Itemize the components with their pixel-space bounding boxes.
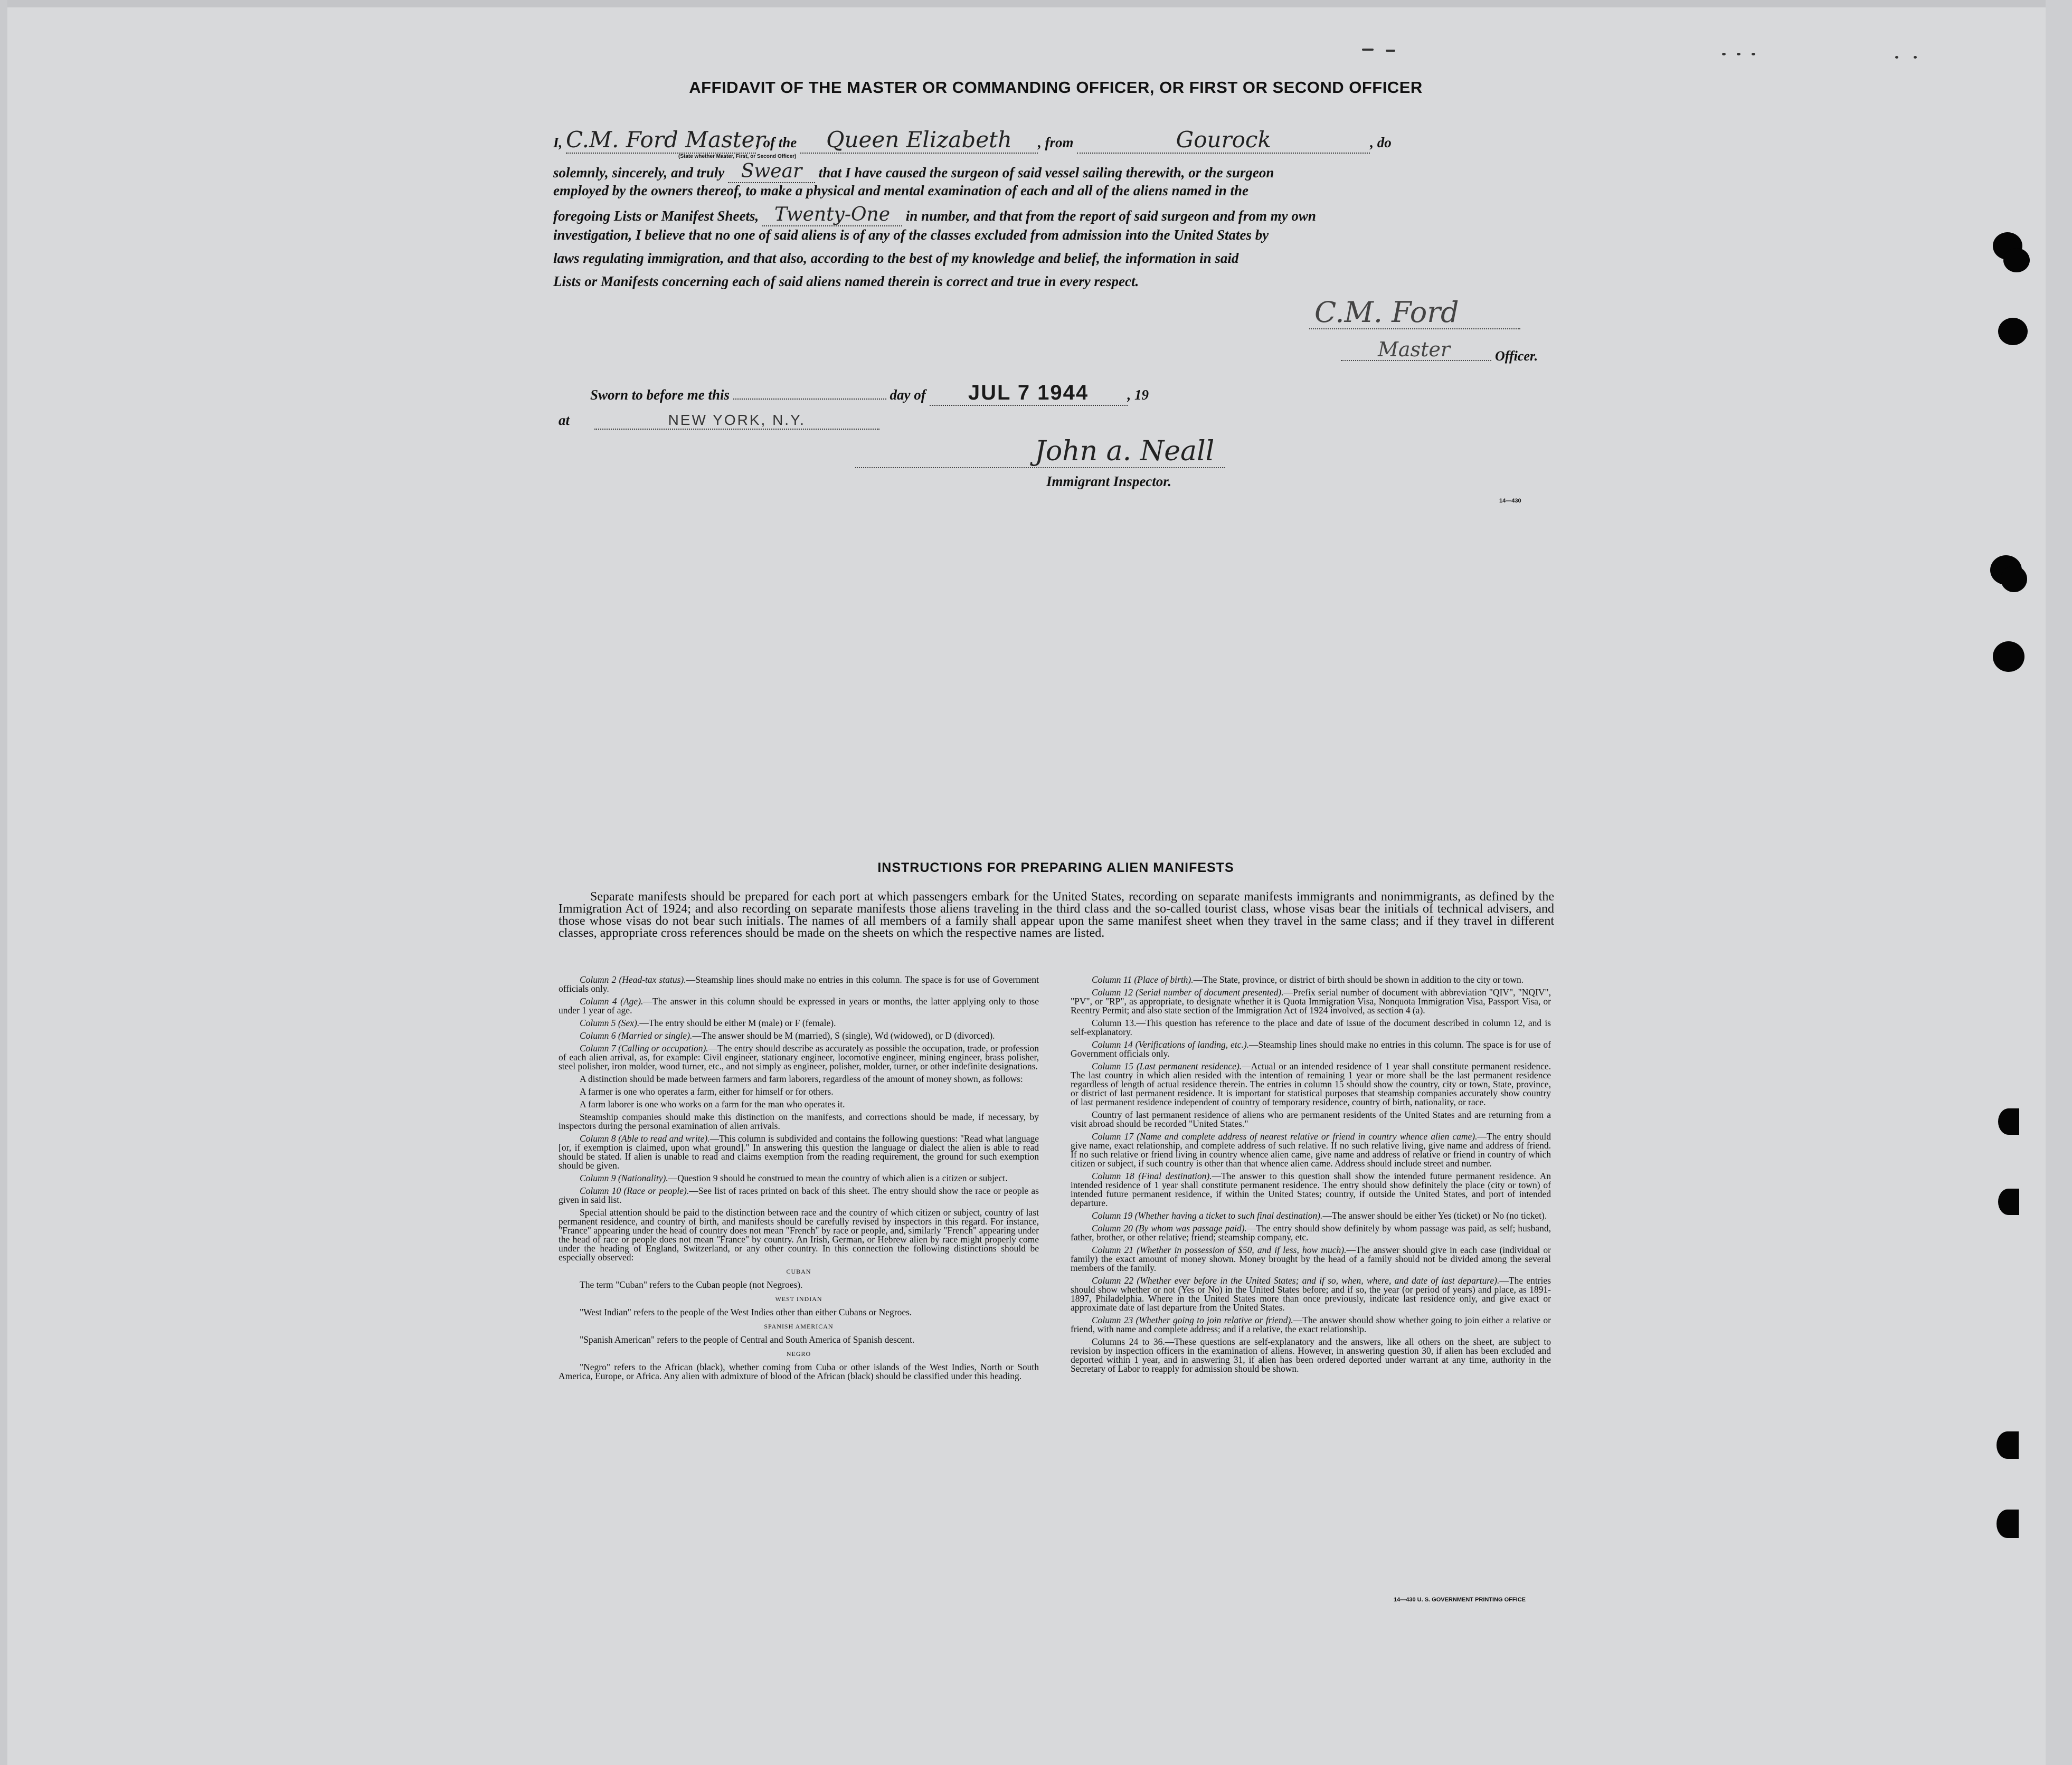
affidavit-of: , of the xyxy=(756,135,797,150)
officer-name: C.M. Ford Master xyxy=(566,127,765,153)
column-text: —Steamship lines should make no entries in this column. The space is for use of Government officials only. xyxy=(1071,1039,1551,1059)
printing-office-footer: 14—430 U. S. GOVERNMENT PRINTING OFFICE xyxy=(1394,1597,1526,1603)
punch-hole xyxy=(1993,641,2024,672)
affidavit-line-6: laws regulating immigration, and that also, according to the best of my knowledge and belief, the information in said xyxy=(553,250,1239,266)
print-speck xyxy=(1362,49,1374,51)
vessel-field xyxy=(800,127,1038,154)
print-speck xyxy=(1737,53,1740,55)
punch-hole xyxy=(1998,1189,2019,1215)
affidavit-line-3: employed by the owners thereof, to make a physical and mental examination of each and all of the aliens named in the xyxy=(553,183,1248,198)
heading-west-indian: WEST INDIAN xyxy=(775,1295,822,1303)
affidavit-i: I, xyxy=(553,135,563,150)
punch-hole xyxy=(1998,318,2028,345)
instructions-right-column xyxy=(1071,975,1551,1377)
column-text: —Actual or an intended residence of 1 year shall constitute permanent residence. The last country in which alien resided with the intention of remaining 1 year or more shall be the last permanent residence regardless of length of actual residence therein. The entries in column 15 should show the country, city or town, State, province, or district of last permanent residence. It is important for statistical purposes that steamship companies accurately show country of last permanent residence independent of country of temporary residence, country of birth, nationality, or race. xyxy=(1071,1061,1551,1107)
instruction-cuban: The term "Cuban" refers to the Cuban people (not Negroes). xyxy=(580,1279,803,1290)
punch-hole xyxy=(2001,566,2027,592)
sworn-line xyxy=(590,381,1149,406)
column-heading: Column 9 (Nationality). xyxy=(580,1173,668,1183)
column-text: —The entry should describe as accurately as possible the occupation, trade, or profession of each alien arrival, as, for example: Civil engineer, stationary engineer, locomotive engineer, mining engineer, brass polisher, steel polisher, iron molder, wood turner, etc., and not simply as engineer, polisher, molder, turner, or other indefinite designations. xyxy=(559,1043,1039,1071)
instruction-column-17 xyxy=(1071,1132,1551,1168)
column-heading: Column 23 (Whether going to join relative or friend). xyxy=(1092,1315,1293,1325)
form-number: 14—430 xyxy=(1499,498,1521,504)
punch-hole xyxy=(2003,248,2030,272)
instruction-farm-laborer: A farm laborer is one who works on a farm for the man who operates it. xyxy=(580,1099,845,1109)
oath-field xyxy=(728,160,815,183)
affidavit-text: foregoing Lists or Manifest Sheets, xyxy=(553,208,759,224)
instruction-farm: A distinction should be made between farmers and farm laborers, regardless of the amount of money shown, as follows: xyxy=(580,1074,1023,1084)
column-text: —The entry should give name, exact relationship, and complete address of such relative. If no such relative living, give name and address of friend. If no such relative or friend living in country whence alien came, give name and address of relative or friend in country of which citizen or subject, if such country is other than that whence alien came. Address should include street and number. xyxy=(1071,1131,1551,1169)
page-edge-top xyxy=(0,0,2072,7)
officer-name-field xyxy=(566,127,765,154)
punch-hole xyxy=(1997,1431,2019,1459)
instruction-column-13 xyxy=(1071,1019,1551,1037)
date-stamp: JUL 7 1944 xyxy=(968,381,1089,404)
column-heading: Column 14 (Verifications of landing, etc.). xyxy=(1092,1039,1250,1050)
officer-rank-note: (State whether Master, First, or Second Officer) xyxy=(678,154,797,159)
affidavit-text: solemnly, sincerely, and truly xyxy=(553,165,725,181)
print-speck xyxy=(1914,56,1917,59)
column-text: —This question has reference to the place and date of issue of the document described in column 12, and is self-explanatory. xyxy=(1071,1018,1551,1037)
affidavit-line-4 xyxy=(553,204,1316,226)
inspector-signature-line xyxy=(855,467,1225,468)
instruction-country-residence: Country of last permanent residence of aliens who are permanent residents of the United States and are returning from a visit abroad should be recorded "United States." xyxy=(1071,1109,1551,1129)
column-heading: Column 12 (Serial number of document presented). xyxy=(1092,987,1284,998)
print-speck xyxy=(1752,53,1755,55)
oath-word: Swear xyxy=(741,160,802,182)
instructions-title: INSTRUCTIONS FOR PREPARING ALIEN MANIFESTS xyxy=(877,860,1234,875)
sheet-count-field xyxy=(762,204,902,226)
port-name: Gourock xyxy=(1176,127,1271,153)
instruction-column-20 xyxy=(1071,1224,1551,1242)
column-heading: Column 13. xyxy=(1092,1018,1137,1028)
port-field xyxy=(1077,127,1370,154)
column-text: —See list of races printed on back of this sheet. The entry should show the race or people as given in said list. xyxy=(559,1185,1039,1205)
column-heading: Column 15 (Last permanent residence). xyxy=(1092,1061,1242,1071)
column-text: —The entries should show whether or not (Yes or No) in the United States before; and if so, the year (or period of years) and place, as 1891-1897, Philadelphia. Where in the United States more than once previously, indicate last residence only, and give exact or approximate date of last departure from the United States. xyxy=(1071,1275,1551,1313)
instruction-column-5 xyxy=(559,1019,1039,1028)
instruction-column-14 xyxy=(1071,1040,1551,1058)
column-heading: Column 19 (Whether having a ticket to such final destination). xyxy=(1092,1210,1323,1221)
affidavit-line-1 xyxy=(553,127,1392,154)
instruction-column-7 xyxy=(559,1044,1039,1071)
sworn-year: , 19 xyxy=(1127,387,1149,403)
column-text: —The answer should be M (married), S (single), Wd (widowed), or D (divorced). xyxy=(692,1030,995,1041)
instruction-spanish-american: "Spanish American" refers to the people of Central and South America of Spanish descent. xyxy=(580,1334,915,1345)
sworn-at: at xyxy=(559,412,570,428)
column-heading: Column 20 (By whom was passage paid). xyxy=(1092,1223,1247,1233)
place-stamp: NEW YORK, N.Y. xyxy=(668,412,806,428)
column-heading: Column 8 (Able to read and write). xyxy=(580,1133,710,1144)
column-text: —The answer should be either Yes (ticket) or No (no ticket). xyxy=(1322,1210,1547,1221)
master-rank-handwritten: Master xyxy=(1378,338,1450,361)
instruction-column-19 xyxy=(1071,1211,1551,1220)
master-signature: C.M. Ford xyxy=(1314,296,1459,329)
column-heading: Column 17 (Name and complete address of nearest relative or friend in country whence alien came). xyxy=(1092,1131,1478,1142)
print-speck xyxy=(1895,56,1898,59)
sworn-day-of: day of xyxy=(890,387,926,403)
column-heading: Column 22 (Whether ever before in the United States; and if so, when, where, and date of last departure). xyxy=(1092,1275,1500,1286)
column-text: —The entry should be either M (male) or F (female). xyxy=(639,1018,836,1028)
instruction-west-indian: "West Indian" refers to the people of the West Indies other than either Cubans or Negroes. xyxy=(580,1307,912,1317)
instruction-column-6 xyxy=(559,1031,1039,1040)
inspector-label: Immigrant Inspector. xyxy=(1046,473,1172,489)
heading-negro: NEGRO xyxy=(786,1350,811,1358)
affidavit-title: AFFIDAVIT OF THE MASTER OR COMMANDING OFFICER, OR FIRST OR SECOND OFFICER xyxy=(689,78,1423,97)
heading-cuban: CUBAN xyxy=(786,1268,811,1275)
instruction-negro: "Negro" refers to the African (black), whether coming from Cuba or other islands of the West Indies, North or South America, Europe, or Africa. Any alien with admixture of blood of the African (black) should be classified under this heading. xyxy=(559,1362,1039,1381)
column-heading: Column 10 (Race or people). xyxy=(580,1185,689,1196)
page-edge-right xyxy=(2046,0,2072,1765)
column-text: —Question 9 should be construed to mean the country of which alien is a citizen or subject. xyxy=(668,1173,1008,1183)
column-heading: Column 6 (Married or single). xyxy=(580,1030,693,1041)
instruction-column-2 xyxy=(559,975,1039,993)
instruction-column-12 xyxy=(1071,988,1551,1015)
column-text: —The answer should give in each case (individual or family) the exact amount of money shown. Money brought by the head of a family should not be divided among the several members of the family. xyxy=(1071,1245,1551,1273)
instructions-intro: Separate manifests should be prepared for each port at which passengers embark for the United States, recording on separate manifests immigrants and nonimmigrants, as defined by the Immigration Act of 1924; and also recording on separate manifests those aliens traveling in the third class and the so-called tourist class, whose visas bear the initials of technical advisers, and those whose visas do not bear such initials. The names of all members of a family shall appear upon the same manifest sheet when they travel in the same class; and if they travel in different classes, appropriate cross references should be made on the sheets on which the respective names are listed. xyxy=(559,890,1554,940)
instruction-columns-24-36: Columns 24 to 36.—These questions are self-explanatory and the answers, like all others on the sheet, are subject to revision by inspection officers in the examination of aliens. However, in answering question 30, if alien has been excluded and deported within 1 year, and in answering 31, if alien has been ordered deported under warrant at any time, authority in the Secretary of Labor to reapply for admission should be shown. xyxy=(1071,1336,1551,1374)
column-heading: Column 21 (Whether in possession of $50, and if less, how much). xyxy=(1092,1245,1347,1255)
affidavit-line-2 xyxy=(553,160,1274,183)
column-heading: Column 11 (Place of birth). xyxy=(1092,974,1194,985)
affidavit-text: that I have caused the surgeon of said vessel sailing therewith, or the surgeon xyxy=(818,165,1274,181)
instruction-column-11 xyxy=(1071,975,1551,984)
column-text: —The State, province, or district of birth should be shown in addition to the city or town. xyxy=(1193,974,1524,985)
column-heading: Column 18 (Final destination). xyxy=(1092,1171,1212,1181)
instruction-column-15 xyxy=(1071,1062,1551,1107)
column-heading: Column 5 (Sex). xyxy=(580,1018,640,1028)
instruction-column-22 xyxy=(1071,1276,1551,1312)
vessel-name: Queen Elizabeth xyxy=(826,127,1012,153)
instruction-farmer: A farmer is one who operates a farm, either for himself or for others. xyxy=(580,1086,834,1097)
instruction-column-18 xyxy=(1071,1172,1551,1208)
date-field xyxy=(930,381,1128,406)
sworn-at-line xyxy=(559,412,879,430)
affidavit-from: , from xyxy=(1038,135,1074,150)
column-heading: Column 2 (Head-tax status). xyxy=(580,974,686,985)
instructions-left-column xyxy=(559,975,1039,1384)
instruction-column-23 xyxy=(1071,1316,1551,1334)
sworn-text: Sworn to before me this xyxy=(590,387,730,403)
inspector-signature: John a. Neall xyxy=(1035,435,1215,467)
officer-label: Officer. xyxy=(1495,348,1538,364)
column-text: —The answer in this column should be expressed in years or months, the latter applying only to those under 1 year of age. xyxy=(559,996,1039,1016)
instruction-special: Special attention should be paid to the distinction between race and the country of which citizen or subject, country of last permanent residence, and country of birth, and manifests should be carefully revised by inspectors in this regard. For instance, "France" appearing under the head of country does not mean "French" by race or people, and, similarly "French" appearing under the head of race or people does not mean "France" by country. An Irish, German, or Hebrew alien by race might properly come under the heading of England, Switzerland, or any other country. In this connection the following distinctions should be especially observed: xyxy=(559,1207,1039,1263)
print-speck xyxy=(1722,53,1726,55)
affidavit-text: in number, and that from the report of said surgeon and from my own xyxy=(905,208,1316,224)
column-text: —The answer should show whether going to join either a relative or friend, with name and complete address; and if a relative, the exact relationship. xyxy=(1071,1315,1551,1334)
column-text: —The entry should show definitely by whom passage was paid, as self; husband, father, brother, or other relative; friend; steamship company, etc. xyxy=(1071,1223,1551,1242)
day-field xyxy=(733,398,886,400)
instruction-column-10 xyxy=(559,1187,1039,1204)
column-text: —Steamship lines should make no entries in this column. The space is for use of Government officials only. xyxy=(559,974,1039,994)
instruction-column-9 xyxy=(559,1174,1039,1183)
affidavit-line-7: Lists or Manifests concerning each of said aliens named therein is correct and true in every respect. xyxy=(553,273,1139,289)
column-text: —This column is subdivided and contains the following questions: "Read what language [or, if exemption is claimed, upon what ground]." In answering this question the language or dialect the alien is able to read should be stated. If alien is unable to read and claims exemption from the reading requirement, the ground for such exemption should be given. xyxy=(559,1133,1039,1171)
column-heading: Column 7 (Calling or occupation). xyxy=(580,1043,708,1054)
print-speck xyxy=(1386,50,1395,52)
affidavit-line-5: investigation, I believe that no one of said aliens is of any of the classes excluded from admission into the United States by xyxy=(553,227,1269,243)
punch-hole xyxy=(1998,1108,2019,1135)
instruction-column-21 xyxy=(1071,1246,1551,1273)
punch-hole xyxy=(1997,1510,2019,1538)
instruction-steamship: Steamship companies should make this distinction on the manifests, and corrections should be made, if necessary, by inspectors during the personal examination of alien arrivals. xyxy=(559,1112,1039,1131)
sheet-count: Twenty-One xyxy=(774,204,891,225)
instruction-column-4 xyxy=(559,997,1039,1015)
affidavit-do: , do xyxy=(1370,135,1392,150)
page-edge-left xyxy=(0,0,7,1765)
instruction-column-8 xyxy=(559,1134,1039,1170)
column-text: —The answer to this question shall show the intended future permanent residence. An intended residence of 1 year shall constitute permanent residence. The entry should show definitely the place (city or town) of intended future permanent residence, if within the United States; country, if outside the United States, and port of intended departure. xyxy=(1071,1171,1551,1208)
column-text: —Prefix serial number of document with abbreviation "QIV", "NQIV", "PV", or "RP", as appropriate, to designate whether it is Quota Immigration Visa, Nonquota Immigration Visa, Passport Visa, or Reentry Permit; and also state section of the Immigration Act of 1924 involved, as section 4 (a). xyxy=(1071,987,1551,1016)
heading-spanish-american: SPANISH AMERICAN xyxy=(764,1323,834,1330)
column-heading: Column 4 (Age). xyxy=(580,996,644,1007)
place-field xyxy=(594,412,879,430)
